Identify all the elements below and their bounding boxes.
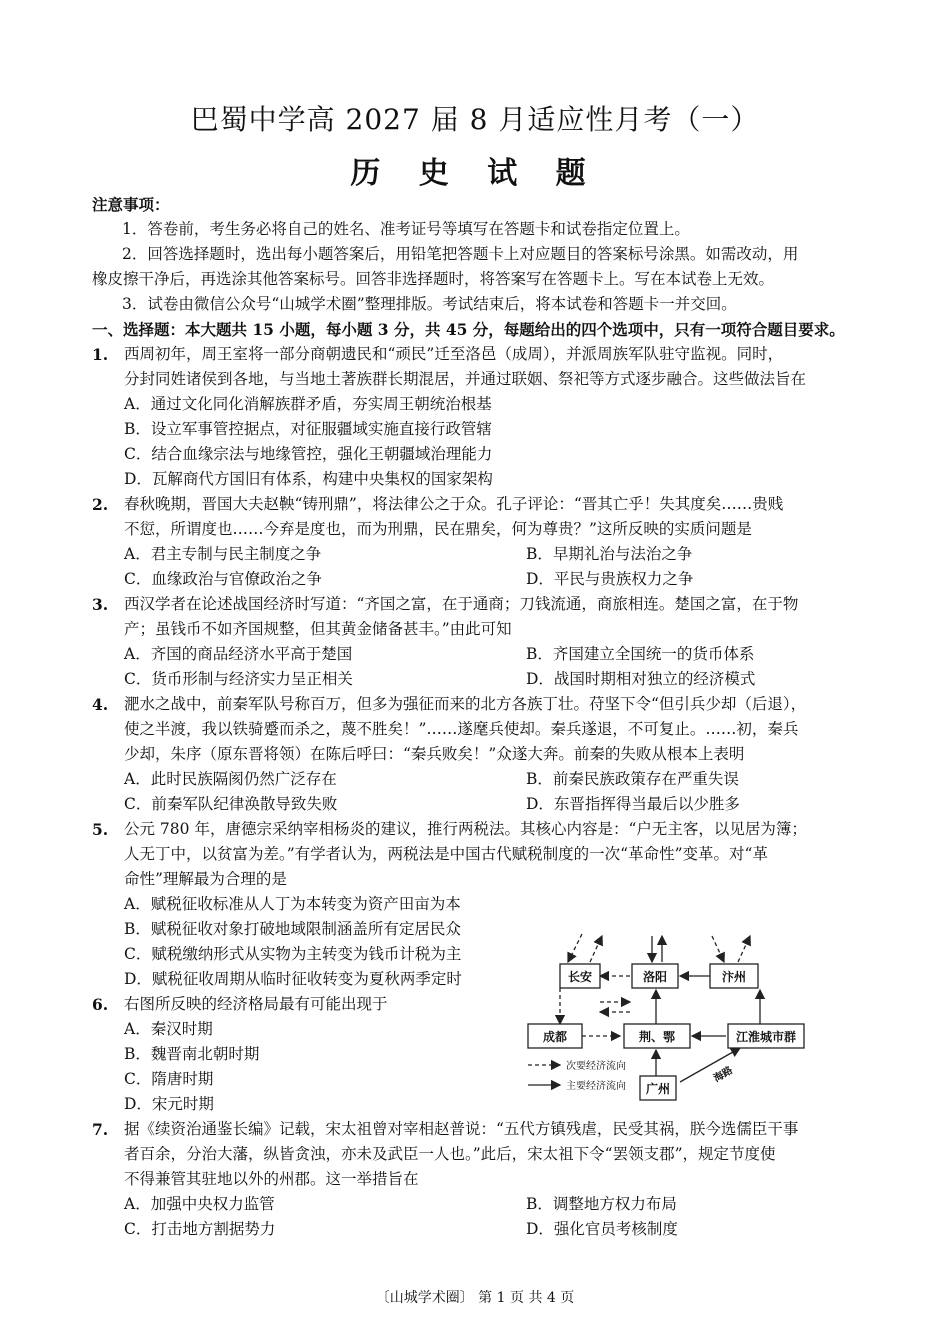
label-jinge: 荆、鄂 — [638, 1030, 676, 1044]
q6-option-c: C．隋唐时期 — [124, 1070, 214, 1088]
exam-subject: 历 史 试 题 — [350, 156, 600, 191]
q7-stem-2: 者百余，分治大藩，纵皆贪浊，亦未及武臣一人也。”此后，宋太祖下令“罢领支郡”，规定节度使 — [124, 1145, 776, 1163]
q2-option-d: D．平民与贵族权力之争 — [526, 570, 694, 588]
label-jianghuai: 江淮城市群 — [735, 1030, 797, 1044]
q4-stem-1: 淝水之战中，前秦军队号称百万，但多为强征而来的北方各族丁壮。苻坚下令“但引兵少却（后退）， — [124, 695, 807, 713]
q6-option-b: B．魏晋南北朝时期 — [124, 1045, 260, 1063]
q4-option-c: C．前秦军队纪律涣散导致失败 — [124, 795, 338, 813]
label-sea-route: 海路 — [712, 1065, 735, 1085]
q6-number: 6. — [92, 995, 109, 1014]
q5-option-c: C．赋税缴纳形式从实物为主转变为钱币计税为主 — [124, 945, 462, 963]
q4-stem-3: 少却，朱序（原东晋将领）在陈后呼曰：“秦兵败矣！”众遂大奔。前秦的失败从根本上表明 — [124, 745, 745, 763]
notice-heading: 注意事项： — [92, 195, 170, 214]
label-luoyang: 洛阳 — [642, 970, 668, 984]
q6-stem-1: 右图所反映的经济格局最有可能出现于 — [124, 995, 388, 1013]
q4-option-a: A．此时民族隔阂仍然广泛存在 — [124, 770, 337, 788]
q3-stem-1: 西汉学者在论述战国经济时写道：“齐国之富，在于通商；刀钱流通，商旅相连。楚国之富，在于物 — [124, 595, 799, 613]
legend-major-flow: 主要经济流向 — [566, 1081, 626, 1092]
q4-stem-2: 使之半渡，我以铁骑蹙而杀之，蔑不胜矣！”……遂麾兵使却。秦兵遂退，不可复止。……初，秦兵 — [124, 720, 799, 738]
notice-item-2b: 橡皮擦干净后，再选涂其他答案标号。回答非选择题时，将答案写在答题卡上。写在本试卷上无效。 — [92, 270, 775, 288]
q7-option-a: A．加强中央权力监管 — [124, 1195, 275, 1213]
q1-number: 1. — [92, 345, 109, 364]
q4-option-b: B．前秦民族政策存在严重失误 — [526, 770, 739, 788]
q4-number: 4. — [92, 695, 109, 714]
page-footer: 〔山城学术圈〕 第 1 页 共 4 页 — [375, 1290, 575, 1306]
q5-option-b: B．赋税征收对象打破地域限制涵盖所有定居民众 — [124, 920, 461, 938]
q1-stem-2: 分封同姓诸侯到各地，与当地土著族群长期混居，并通过联姻、祭祀等方式逐步融合。这些做法旨在 — [124, 370, 807, 388]
q2-option-a: A．君主专制与民主制度之争 — [124, 545, 322, 563]
q2-stem-2: 不愆，所谓度也……今弃是度也，而为刑鼎，民在鼎矣，何为尊贵？”这所反映的实质问题是 — [124, 520, 752, 538]
q1-stem-1: 西周初年，周王室将一部分商朝遗民和“顽民”迁至洛邑（成周），并派周族军队驻守监视。同时， — [124, 345, 784, 363]
q2-stem-1: 春秋晚期，晋国大夫赵鞅“铸刑鼎”，将法律公之于众。孔子评论：“晋其亡乎！失其度矣……贵贱 — [124, 495, 784, 513]
q2-option-c: C．血缘政治与官僚政治之争 — [124, 570, 322, 588]
q3-option-d: D．战国时期相对独立的经济模式 — [526, 670, 756, 688]
q7-stem-3: 不得兼管其驻地以外的州郡。这一举措旨在 — [124, 1170, 419, 1188]
q3-stem-2: 产；虽钱币不如齐国规整，但其黄金储备甚丰。”由此可知 — [124, 620, 512, 638]
q1-option-a: A．通过文化同化消解族群矛盾，夯实周王朝统治根基 — [124, 395, 492, 413]
notice-item-2a: 2．回答选择题时，选出每小题答案后，用铅笔把答题卡上对应题目的答案标号涂黑。如需改动，用 — [122, 245, 799, 263]
exam-title: 巴蜀中学高 2027 届 8 月适应性月考（一） — [190, 103, 760, 136]
q2-option-b: B．早期礼治与法治之争 — [526, 545, 693, 563]
q7-stem-1: 据《续资治通鉴长编》记载，宋太祖曾对宰相赵普说：“五代方镇残虐，民受其祸，朕今选儒臣干事 — [124, 1120, 799, 1138]
notice-item-1: 1．答卷前，考生务必将自己的姓名、准考证号等填写在答题卡和试卷指定位置上。 — [122, 220, 690, 238]
q6-option-a: A．秦汉时期 — [124, 1020, 213, 1038]
label-changan: 长安 — [567, 970, 593, 984]
q2-number: 2. — [92, 495, 109, 514]
q5-option-d: D．赋税征收周期从临时征收转变为夏秋两季定时 — [124, 970, 462, 988]
q4-option-d: D．东晋指挥得当最后以少胜多 — [526, 795, 740, 813]
q7-option-d: D．强化官员考核制度 — [526, 1220, 678, 1238]
legend-minor-flow: 次要经济流向 — [566, 1061, 626, 1072]
q1-option-d: D．瓦解商代方国旧有体系，构建中央集权的国家架构 — [124, 470, 493, 488]
label-bianzhou: 汴州 — [721, 970, 747, 984]
label-guangzhou: 广州 — [645, 1082, 671, 1096]
q3-number: 3. — [92, 595, 109, 614]
section-heading: 一、选择题：本大题共 15 小题，每小题 3 分，共 45 分，每题给出的四个选项中，只有一项符合题目要求。 — [92, 320, 845, 339]
q3-option-c: C．货币形制与经济实力呈正相关 — [124, 670, 353, 688]
q5-number: 5. — [92, 820, 109, 839]
q6-option-d: D．宋元时期 — [124, 1095, 214, 1113]
notice-item-3: 3．试卷由微信公众号“山城学术圈”整理排版。考试结束后，将本试卷和答题卡一并交回。 — [122, 295, 737, 313]
q5-stem-2: 人无丁中，以贫富为差。”有学者认为，两税法是中国古代赋税制度的一次“革命性”变革。对“革 — [124, 845, 768, 863]
q3-option-b: B．齐国建立全国统一的货币体系 — [526, 645, 755, 663]
q7-number: 7. — [92, 1120, 109, 1139]
q5-stem-1: 公元 780 年，唐德宗采纳宰相杨炎的建议，推行两税法。其核心内容是：“户无主客，以见居为簿； — [124, 820, 807, 838]
q7-option-c: C．打击地方割据势力 — [124, 1220, 276, 1238]
q5-stem-3: 命性”理解最为合理的是 — [124, 870, 287, 888]
q5-option-a: A．赋税征收标准从人丁为本转变为资产田亩为本 — [124, 895, 461, 913]
q3-option-a: A．齐国的商品经济水平高于楚国 — [124, 645, 353, 663]
economic-flow-diagram — [520, 932, 810, 1102]
q1-option-b: B．设立军事管控据点，对征服疆域实施直接行政管辖 — [124, 420, 492, 438]
label-chengdu: 成都 — [542, 1030, 568, 1044]
q7-option-b: B．调整地方权力布局 — [526, 1195, 677, 1213]
q1-option-c: C．结合血缘宗法与地缘管控，强化王朝疆域治理能力 — [124, 445, 493, 463]
